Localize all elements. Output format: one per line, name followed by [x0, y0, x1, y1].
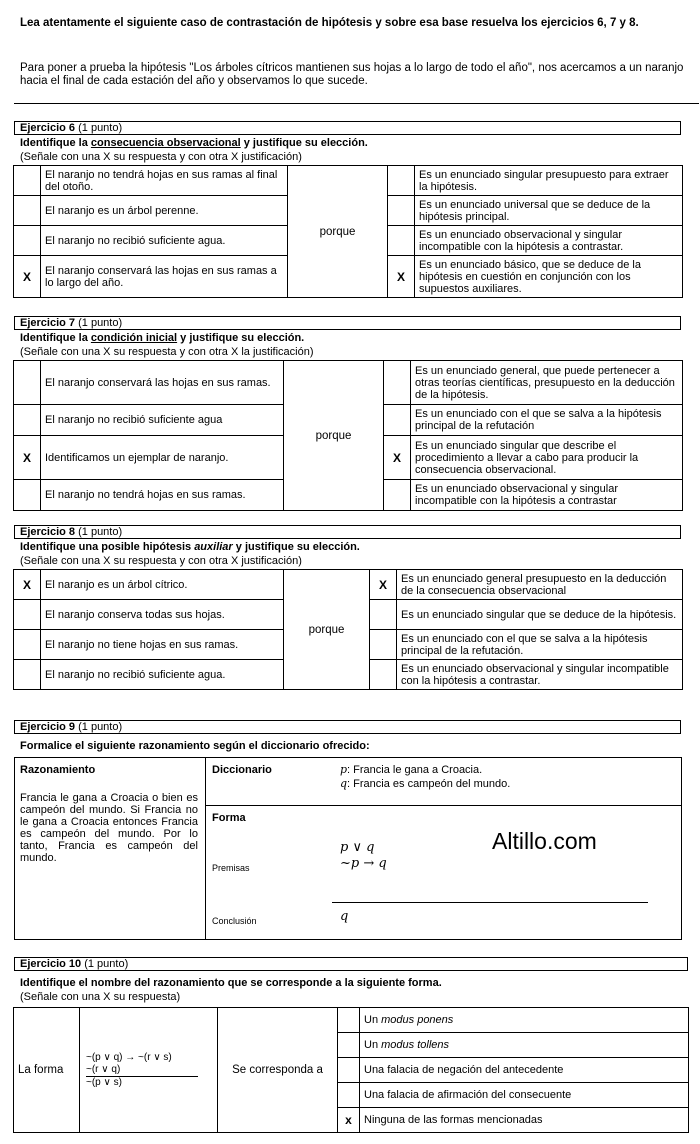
ex6-left-mark-1[interactable] — [14, 196, 41, 226]
ex9-diccionario-label: Diccionario — [212, 764, 272, 776]
intro-title: Lea atentamente el siguiente caso de contrastación de hipótesis y sobre esa base resuelva los ejercicios 6, 7 y 8. — [20, 17, 639, 29]
ex8-left-mark-3[interactable] — [14, 660, 41, 690]
ex7-header: Ejercicio 7 (1 punto) — [14, 316, 681, 330]
ex7-left-mark-2[interactable]: X — [14, 436, 41, 480]
ex6-porque: porque — [288, 166, 388, 298]
ex8-right-option-3[interactable]: Es un enunciado observacional y singular incompatible con la hipótesis a contrastar. — [397, 660, 683, 690]
ex6-right-mark-2[interactable] — [388, 226, 415, 256]
ex7-table — [13, 360, 683, 511]
ex7-left-option-3[interactable]: El naranjo no tendrá hojas en sus ramas. — [41, 480, 284, 511]
ex6-left-mark-3[interactable]: X — [14, 256, 41, 298]
ex10-hint: (Señale con una X su respuesta) — [20, 991, 181, 1003]
ex10-option-2[interactable]: Una falacia de negación del antecedente — [360, 1058, 689, 1083]
ex9-premise-2: ~p → q — [340, 856, 387, 871]
ex9-premise-1: p ∨ q — [340, 840, 375, 855]
ex6-table — [13, 165, 683, 298]
ex7-porque: porque — [284, 361, 384, 511]
ex6-right-mark-0[interactable] — [388, 166, 415, 196]
ex6-left-option-0[interactable]: El naranjo no tendrá hojas en sus ramas al final del otoño. — [41, 166, 288, 196]
ex7-instruction: Identifique la condición inicial y justifique su elección. — [20, 332, 305, 344]
ex7-right-option-3[interactable]: Es un enunciado observacional y singular incompatible con la hipótesis a contrastar — [411, 480, 683, 511]
ex6-header: Ejercicio 6 (1 punto) — [14, 121, 681, 135]
ex9-razonamiento-text: Francia le gana a Croacia o bien es campeón del mundo. Si Francia no le gana a Croacia entonces Francia es campeón del mundo. Por lo tanto, Francia es campeón del mundo. — [20, 792, 198, 864]
ex7-right-mark-2[interactable]: X — [384, 436, 411, 480]
ex7-right-option-2[interactable]: Es un enunciado singular que describe el procedimiento a llevar a cabo para producir la consecuencia observacional. — [411, 436, 683, 480]
ex9-divider-vertical — [205, 757, 206, 940]
ex8-porque: porque — [284, 570, 370, 690]
ex8-right-mark-2[interactable] — [370, 630, 397, 660]
ex9-instruction: Formalice el siguiente razonamiento según el diccionario ofrecido: — [20, 740, 370, 752]
ex6-left-option-3[interactable]: El naranjo conservará las hojas en sus ramas a lo largo del año. — [41, 256, 288, 298]
ex8-right-option-2[interactable]: Es un enunciado con el que se salva a la hipótesis principal de la refutación. — [397, 630, 683, 660]
ex8-right-mark-3[interactable] — [370, 660, 397, 690]
ex10-mark-0[interactable] — [338, 1008, 360, 1033]
ex8-left-option-0[interactable]: El naranjo es un árbol cítrico. — [41, 570, 284, 600]
ex8-right-option-1[interactable]: Es un enunciado singular que se deduce de la hipótesis. — [397, 600, 683, 630]
ex9-divider-horizontal — [205, 805, 682, 806]
ex10-mark-2[interactable] — [338, 1058, 360, 1083]
ex6-right-option-3[interactable]: Es un enunciado básico, que se deduce de la hipótesis en cuestión en conjunción con los supuestos auxiliares. — [415, 256, 683, 298]
ex7-left-mark-3[interactable] — [14, 480, 41, 511]
ex8-header: Ejercicio 8 (1 punto) — [14, 525, 681, 539]
ex10-formula-2: ~(r ∨ q) — [86, 1064, 198, 1077]
ex8-right-mark-0[interactable]: X — [370, 570, 397, 600]
ex8-left-mark-0[interactable]: X — [14, 570, 41, 600]
ex8-left-option-1[interactable]: El naranjo conserva todas sus hojas. — [41, 600, 284, 630]
ex10-corresponde: Se corresponda a — [218, 1008, 338, 1133]
ex6-left-option-1[interactable]: El naranjo es un árbol perenne. — [41, 196, 288, 226]
ex8-left-mark-1[interactable] — [14, 600, 41, 630]
intro-text: Para poner a prueba la hipótesis "Los árboles cítricos mantienen sus hojas a lo largo de todo el año", nos acercamos a un naranjo hacia el final de cada estación del año y observamos lo que sucede. — [20, 62, 684, 87]
ex10-mark-1[interactable] — [338, 1033, 360, 1058]
ex8-left-option-2[interactable]: El naranjo no tiene hojas en sus ramas. — [41, 630, 284, 660]
ex9-dic-p: p: Francia le gana a Croacia. — [340, 763, 483, 776]
ex7-right-mark-3[interactable] — [384, 480, 411, 511]
ex7-right-option-0[interactable]: Es un enunciado general, que puede pertenecer a otras teorías científicas, presupuesto en la deducción de la hipótesis. — [411, 361, 683, 405]
ex10-option-0[interactable]: Un modus ponens — [360, 1008, 689, 1033]
ex6-left-option-2[interactable]: El naranjo no recibió suficiente agua. — [41, 226, 288, 256]
ex10-option-4[interactable]: Ninguna de las formas mencionadas — [360, 1108, 689, 1133]
ex8-right-option-0[interactable]: Es un enunciado general presupuesto en la deducción de la consecuencia observacional — [397, 570, 683, 600]
ex9-premisas-label: Premisas — [212, 863, 250, 873]
ex7-left-option-0[interactable]: El naranjo conservará las hojas en sus ramas. — [41, 361, 284, 405]
ex6-right-option-1[interactable]: Es un enunciado universal que se deduce de la hipótesis principal. — [415, 196, 683, 226]
ex7-right-mark-1[interactable] — [384, 405, 411, 436]
ex9-conclusion-label: Conclusión — [212, 916, 257, 926]
ex7-left-option-2[interactable]: Identificamos un ejemplar de naranjo. — [41, 436, 284, 480]
ex7-left-mark-1[interactable] — [14, 405, 41, 436]
ex9-header: Ejercicio 9 (1 punto) — [14, 720, 681, 734]
ex10-formula-3: ~(p ∨ s) — [86, 1076, 122, 1088]
ex7-right-option-1[interactable]: Es un enunciado con el que se salva a la hipótesis principal de la refutación — [411, 405, 683, 436]
ex8-instruction: Identifique una posible hipótesis auxiliar y justifique su elección. — [20, 541, 360, 553]
ex10-table — [13, 1007, 689, 1133]
ex6-right-mark-1[interactable] — [388, 196, 415, 226]
ex10-mark-4[interactable]: x — [338, 1108, 360, 1133]
ex10-formula-1: ~(p ∨ q) → ~(r ∨ s) — [86, 1051, 172, 1063]
ex8-hint: (Señale con una X su respuesta y con otra X justificación) — [20, 555, 302, 567]
ex9-razonamiento-label: Razonamiento — [20, 764, 96, 776]
ex6-hint: (Señale con una X su respuesta y con otra X justificación) — [20, 151, 302, 163]
ex10-mark-3[interactable] — [338, 1083, 360, 1108]
ex9-conclusion-rule — [332, 902, 648, 903]
ex10-forma — [80, 1008, 218, 1133]
ex9-watermark: Altillo.com — [492, 828, 597, 854]
ex8-right-mark-1[interactable] — [370, 600, 397, 630]
ex6-left-mark-0[interactable] — [14, 166, 41, 196]
ex7-left-option-1[interactable]: El naranjo no recibió suficiente agua — [41, 405, 284, 436]
ex10-option-3[interactable]: Una falacia de afirmación del consecuente — [360, 1083, 689, 1108]
ex8-left-mark-2[interactable] — [14, 630, 41, 660]
ex9-forma-label: Forma — [212, 812, 246, 824]
ex10-header: Ejercicio 10 (1 punto) — [14, 957, 688, 971]
ex9-conclusion: q — [340, 909, 349, 924]
ex9-dic-q: q: Francia es campeón del mundo. — [340, 777, 511, 790]
ex6-right-mark-3[interactable]: X — [388, 256, 415, 298]
ex8-table — [13, 569, 683, 690]
ex7-right-mark-0[interactable] — [384, 361, 411, 405]
ex6-right-option-2[interactable]: Es un enunciado observacional y singular incompatible con la hipótesis a contrastar. — [415, 226, 683, 256]
ex8-left-option-3[interactable]: El naranjo no recibió suficiente agua. — [41, 660, 284, 690]
ex6-left-mark-2[interactable] — [14, 226, 41, 256]
ex6-instruction: Identifique la consecuencia observacional y justifique su elección. — [20, 137, 368, 149]
ex10-forma-label: La forma — [14, 1008, 80, 1133]
ex7-hint: (Señale con una X su respuesta y con otra X la justificación) — [20, 346, 314, 358]
ex10-instruction: Identifique el nombre del razonamiento que se corresponde a la siguiente forma. — [20, 977, 442, 989]
ex10-option-1[interactable]: Un modus tollens — [360, 1033, 689, 1058]
ex7-left-mark-0[interactable] — [14, 361, 41, 405]
ex6-right-option-0[interactable]: Es un enunciado singular presupuesto para extraer la hipótesis. — [415, 166, 683, 196]
